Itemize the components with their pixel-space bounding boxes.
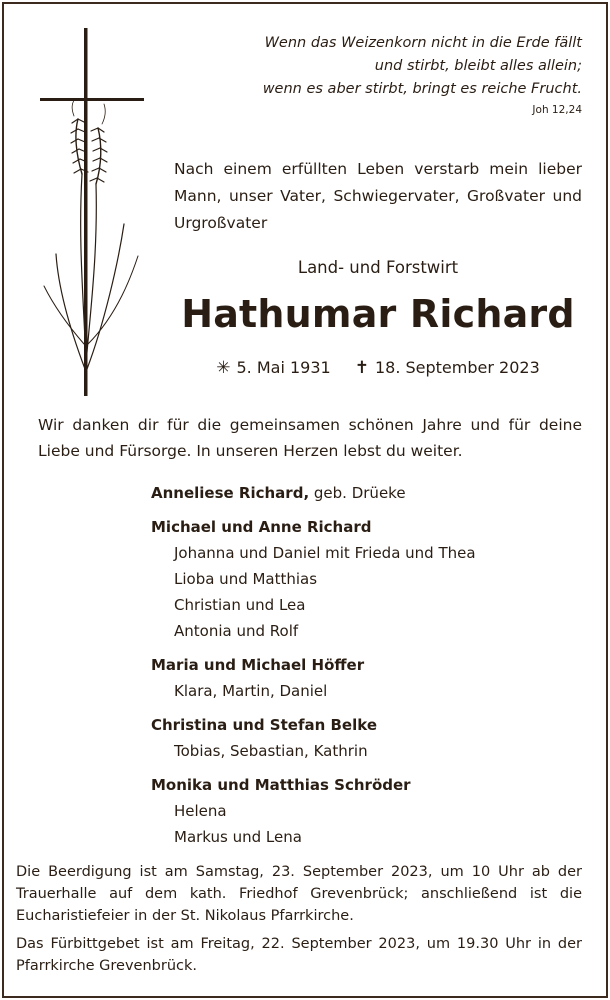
intro-text: Nach einem erfüllten Leben verstarb mein lieber Mann, unser Vater, Schwiegervater, Großvater und Urgroßvater bbox=[174, 160, 582, 232]
cross-with-wheat-icon bbox=[38, 24, 148, 400]
life-dates bbox=[174, 358, 582, 378]
family-member: Markus und Lena bbox=[174, 828, 302, 846]
family-member: Tobias, Sebastian, Kathrin bbox=[174, 742, 368, 760]
wife-name: Anneliese Richard, bbox=[151, 484, 310, 502]
family-member: Helena bbox=[174, 802, 227, 820]
family-group-head: Michael und Anne Richard bbox=[151, 518, 372, 536]
family-group-head: Christina und Stefan Belke bbox=[151, 716, 377, 734]
family-group-head: Monika und Matthias Schröder bbox=[151, 776, 411, 794]
family-member: Johanna und Daniel mit Frieda und Thea bbox=[174, 544, 476, 562]
family-member: Klara, Martin, Daniel bbox=[174, 682, 328, 700]
burial-text: Die Beerdigung ist am Samstag, 23. September 2023, um 10 Uhr ab der Trauerhalle auf dem kath. Friedhof Grevenbrück; anschließend ist die Eucharistiefeier in der St. Nikolaus Pfarrkirche. bbox=[16, 864, 582, 924]
bible-quote bbox=[202, 32, 582, 119]
family-list bbox=[151, 480, 571, 850]
birth-date: 5. Mai 1931 bbox=[236, 358, 331, 377]
family-member: Lioba und Matthias bbox=[174, 570, 318, 588]
family-member: Christian und Lea bbox=[174, 596, 306, 614]
prayer-text: Das Fürbittgebet ist am Freitag, 22. September 2023, um 19.30 Uhr in der Pfarrkirche Grevenbrück. bbox=[16, 936, 582, 974]
birth-star-icon: ✳ bbox=[216, 358, 231, 378]
family-wife bbox=[151, 480, 571, 506]
death-date: 18. September 2023 bbox=[374, 358, 540, 377]
quote-line: wenn es aber stirbt, bringt es reiche Frucht. bbox=[262, 81, 582, 97]
family-member: Antonia und Rolf bbox=[174, 622, 299, 640]
thanks-text: Wir danken dir für die gemeinsamen schönen Jahre und für deine Liebe und Fürsorge. In unseren Herzen lebst du weiter. bbox=[38, 416, 582, 460]
family-group-head: Maria und Michael Höffer bbox=[151, 656, 365, 674]
wife-maiden-name: geb. Drüeke bbox=[309, 484, 406, 502]
quote-line: und stirbt, bleibt alles allein; bbox=[374, 58, 582, 74]
death-cross-icon: ✝ bbox=[354, 358, 369, 378]
quote-reference: Joh 12,24 bbox=[532, 104, 582, 116]
deceased-name: Hathumar Richard bbox=[181, 292, 575, 336]
funeral-info bbox=[16, 861, 582, 983]
quote-line: Wenn das Weizenkorn nicht in die Erde fällt bbox=[264, 35, 582, 51]
profession: Land- und Forstwirt bbox=[297, 258, 459, 277]
